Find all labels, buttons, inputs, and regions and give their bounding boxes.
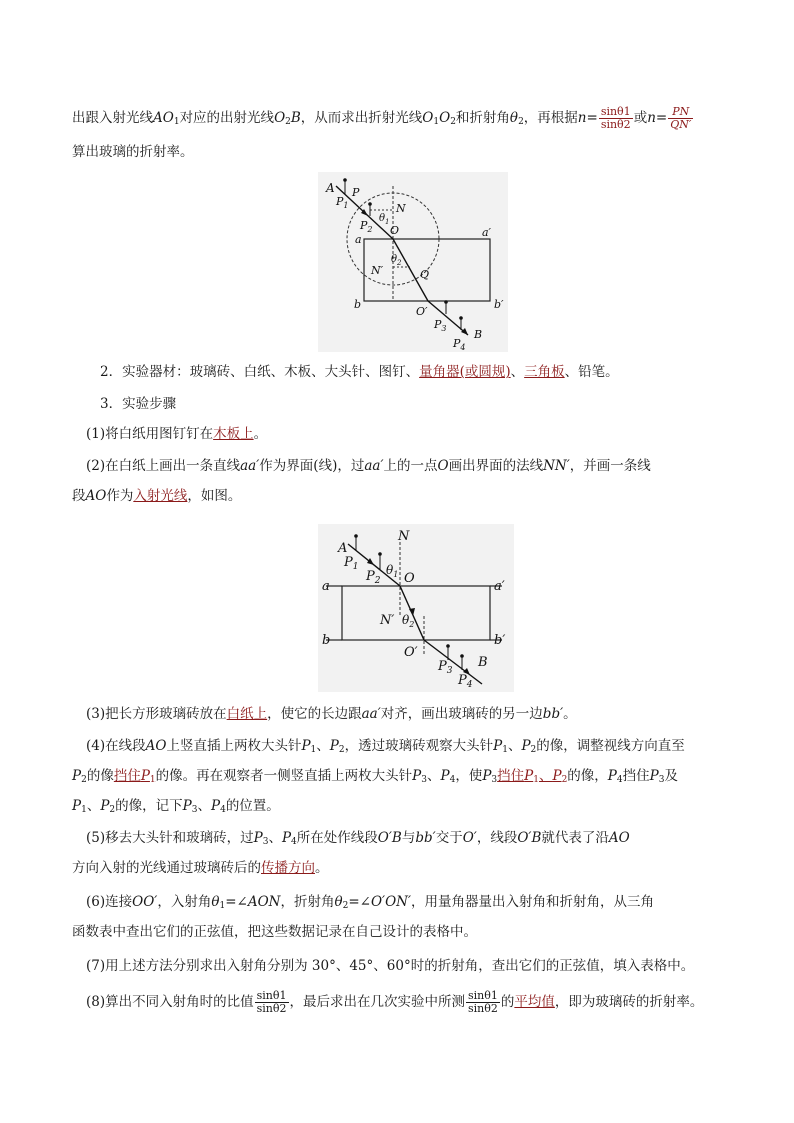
t: (6)连接 bbox=[86, 894, 133, 910]
sec3-title: 3．实验步骤 bbox=[100, 396, 177, 412]
fill-board: 木板上 bbox=[213, 426, 254, 442]
t: ，用量角器量出入射角和折射角，从三角 bbox=[411, 894, 655, 910]
sym: P bbox=[253, 830, 263, 846]
t: 、 bbox=[197, 798, 211, 814]
sub: 2 bbox=[530, 745, 537, 755]
t: 的像， bbox=[567, 768, 608, 784]
sec2-suffix: 、铅笔。 bbox=[564, 364, 619, 380]
intro-line-1 bbox=[72, 106, 694, 132]
t: (8)算出不同入射角时的比值 bbox=[86, 994, 254, 1010]
figure-refraction-setup bbox=[318, 524, 514, 692]
sub: 1 bbox=[533, 775, 539, 785]
sym: P bbox=[493, 738, 503, 754]
label-o: O bbox=[404, 571, 415, 586]
sub: 2 bbox=[342, 901, 349, 911]
frac-num: sinθ1 bbox=[468, 989, 498, 1002]
t: 段 bbox=[72, 488, 86, 504]
t: 的像 bbox=[86, 768, 114, 784]
sym: P bbox=[281, 830, 292, 846]
t: 、 bbox=[507, 738, 522, 754]
formula-sin-ratio bbox=[466, 990, 500, 1015]
sub: 1 bbox=[81, 805, 87, 815]
sym: P bbox=[210, 798, 221, 814]
sub: 2 bbox=[338, 745, 345, 755]
sub: 1 bbox=[502, 745, 508, 755]
label-b-prime: b′ bbox=[494, 298, 504, 311]
t: 交于 bbox=[435, 830, 463, 846]
t: 、 bbox=[316, 738, 330, 754]
sep: 、 bbox=[510, 364, 525, 380]
sym: P bbox=[72, 768, 82, 784]
frac-num: PN bbox=[668, 106, 693, 119]
t: (2)在白纸上画出一条直线 bbox=[86, 458, 241, 474]
t: 画出界面的法线 bbox=[448, 458, 544, 474]
intro-line-2: 算出玻璃的折射率。 bbox=[72, 144, 194, 160]
t: ，入射角 bbox=[157, 894, 212, 910]
sym-b: B bbox=[290, 110, 301, 126]
t: ，如图。 bbox=[187, 488, 242, 504]
sub: 3 bbox=[191, 805, 198, 815]
sym: bb′ bbox=[415, 830, 436, 846]
t: =∠ bbox=[225, 894, 248, 910]
sym-n: n bbox=[647, 110, 656, 126]
sym-o: O bbox=[439, 110, 451, 126]
label-n: N bbox=[396, 202, 406, 215]
label-b-prime: b′ bbox=[494, 633, 506, 648]
sym: P bbox=[552, 768, 562, 784]
label-o: O bbox=[390, 224, 400, 237]
sym: AO bbox=[608, 830, 630, 846]
step1-end: 。 bbox=[253, 426, 268, 442]
label-o-prime: O′ bbox=[404, 645, 418, 660]
intro-text: ，再根据 bbox=[523, 110, 578, 126]
step5-line1 bbox=[86, 828, 630, 852]
sym: aa′ bbox=[364, 458, 384, 474]
step7: (7)用上述方法分别求出入射角分别为 30°、45°、60°时的折射角，查出它们的正弦值，填入表格中。 bbox=[86, 958, 695, 974]
step2-line2 bbox=[72, 486, 241, 506]
label-b-lower: b bbox=[322, 633, 331, 648]
frac-den: sinθ2 bbox=[468, 1002, 498, 1015]
t: ，并画一条线 bbox=[569, 458, 651, 474]
sub: 4 bbox=[291, 837, 297, 847]
sub: 2 bbox=[109, 805, 116, 815]
step1-text: (1)将白纸用图钉钉在 bbox=[86, 426, 214, 442]
sub: 3 bbox=[658, 775, 665, 785]
t: (3)把长方形玻璃砖放在 bbox=[86, 706, 227, 722]
step3 bbox=[86, 704, 577, 724]
label-a-lower: a bbox=[355, 233, 362, 246]
t: ，折射角 bbox=[280, 894, 335, 910]
fill-block-p1 bbox=[114, 768, 156, 784]
sym: θ bbox=[211, 894, 220, 910]
sub: 3 bbox=[491, 775, 498, 785]
label-b: B bbox=[478, 655, 488, 670]
sub: 2 bbox=[81, 775, 87, 785]
sym: AO bbox=[85, 488, 107, 504]
sym-n: n bbox=[577, 110, 587, 126]
sym: P bbox=[440, 768, 450, 784]
t: ，使它的长边跟 bbox=[267, 706, 362, 722]
fill-direction: 传播方向 bbox=[261, 860, 315, 876]
sym: P bbox=[182, 798, 192, 814]
sym: P bbox=[482, 768, 492, 784]
sym: AO bbox=[145, 738, 167, 754]
sym: P bbox=[301, 738, 311, 754]
sym: O′B bbox=[517, 830, 542, 846]
t: 。 bbox=[315, 860, 329, 876]
sym: NN′ bbox=[543, 458, 570, 474]
sym: aa′ bbox=[240, 458, 260, 474]
label-p3: $P_3$ bbox=[438, 659, 453, 676]
sym-o: O bbox=[422, 110, 434, 126]
intro-text: ，从而求出折射光线 bbox=[300, 110, 423, 126]
fill-protractor: 量角器(或圆规) bbox=[419, 364, 511, 380]
frac-den: QN′ bbox=[670, 118, 692, 131]
sym: P bbox=[524, 768, 534, 784]
step6-line1 bbox=[86, 892, 654, 916]
sub: 1 bbox=[433, 117, 440, 127]
sub: 3 bbox=[262, 837, 269, 847]
sym-theta: θ bbox=[509, 110, 519, 126]
sub: 2 bbox=[518, 117, 524, 127]
sym: P bbox=[329, 738, 339, 754]
t: 、 bbox=[86, 798, 101, 814]
sub: 1 bbox=[310, 745, 317, 755]
t: 所在处作线段 bbox=[296, 830, 378, 846]
u: 挡住 bbox=[113, 768, 141, 784]
t: 与 bbox=[401, 830, 416, 846]
t: ，即为玻璃砖的折射率。 bbox=[554, 994, 704, 1010]
label-o-prime: O′ bbox=[416, 305, 428, 318]
t: 对齐，画出玻璃砖的另一边 bbox=[380, 706, 543, 722]
t: 、 bbox=[268, 830, 282, 846]
label-p2: $P_2$ bbox=[366, 569, 381, 586]
label-theta2: $\theta_2$ bbox=[391, 254, 402, 267]
eq: = bbox=[586, 110, 598, 126]
t: 上竖直插上两枚大头针 bbox=[166, 738, 302, 754]
formula-sin-ratio bbox=[255, 990, 289, 1015]
label-p3: $P_3$ bbox=[434, 318, 447, 333]
step5-line2 bbox=[72, 858, 329, 878]
sym-ao: AO bbox=[153, 110, 174, 126]
sym: AON bbox=[247, 894, 281, 910]
t: 。 bbox=[563, 706, 577, 722]
label-p4: $P_4$ bbox=[453, 337, 466, 352]
t: 的像。再在观察者一侧竖直插上两枚大头针 bbox=[155, 768, 413, 784]
sym: bb′ bbox=[542, 706, 564, 722]
label-a-lower: a bbox=[322, 579, 330, 594]
sub: 3 bbox=[421, 775, 427, 785]
step8 bbox=[86, 990, 703, 1015]
sym: O′ bbox=[462, 830, 477, 846]
or-text: 或 bbox=[633, 110, 648, 126]
sym: P bbox=[649, 768, 659, 784]
t: ，线段 bbox=[476, 830, 518, 846]
label-q: Q bbox=[420, 268, 430, 281]
step2-line1 bbox=[86, 456, 651, 476]
sub: 4 bbox=[616, 775, 623, 785]
label-theta1: $\theta_1$ bbox=[386, 563, 399, 579]
label-n-prime: N′ bbox=[371, 264, 384, 277]
t: ，使 bbox=[455, 768, 483, 784]
sym: P bbox=[607, 768, 617, 784]
t: 的位置。 bbox=[225, 798, 280, 814]
figure-refraction-circle bbox=[318, 172, 508, 352]
fill-paper: 白纸上 bbox=[226, 706, 268, 722]
sym: P bbox=[140, 768, 150, 784]
label-p2: $P_2$ bbox=[360, 219, 373, 234]
sym: P bbox=[100, 798, 110, 814]
frac-num: sinθ1 bbox=[600, 105, 631, 118]
label-b: B bbox=[474, 328, 483, 341]
t: (4)在线段 bbox=[86, 738, 146, 754]
sub: 2 bbox=[285, 117, 291, 127]
sym: P bbox=[521, 738, 531, 754]
sub: 2 bbox=[450, 117, 456, 127]
label-theta2: $\theta_2$ bbox=[402, 613, 415, 629]
sec2-line bbox=[100, 362, 619, 382]
t: 的像，记下 bbox=[115, 798, 183, 814]
t: 、 bbox=[426, 768, 441, 784]
t: 的 bbox=[500, 994, 515, 1010]
t: ，最后求出在几次实验中所测 bbox=[289, 994, 465, 1010]
label-p1: $P_1$ bbox=[344, 555, 359, 572]
step6-line2: 函数表中查出它们的正弦值，把这些数据记录在自己设计的表格中。 bbox=[72, 924, 477, 940]
sub: 1 bbox=[219, 901, 226, 911]
sym: P bbox=[412, 768, 422, 784]
u: 挡住 bbox=[497, 768, 525, 784]
sec2-prefix: 2．实验器材：玻璃砖、白纸、木板、大头针、图钉、 bbox=[100, 364, 420, 380]
label-p: P bbox=[352, 186, 360, 199]
sub: 1 bbox=[173, 117, 180, 127]
t: 就代表了沿 bbox=[541, 830, 609, 846]
frac-den: sinθ2 bbox=[256, 1002, 287, 1015]
t: 及 bbox=[664, 768, 678, 784]
label-n: N bbox=[398, 529, 410, 544]
t: 上的一点 bbox=[383, 458, 438, 474]
eq: = bbox=[655, 110, 668, 126]
sym: O′ON′ bbox=[370, 894, 412, 910]
sym: θ bbox=[334, 894, 343, 910]
sym: OO′ bbox=[132, 894, 158, 910]
label-a: A bbox=[338, 541, 348, 556]
sub: 4 bbox=[449, 775, 456, 785]
t: 挡住 bbox=[622, 768, 650, 784]
sym: O′B bbox=[377, 830, 402, 846]
intro-text: 出跟入射光线 bbox=[72, 110, 153, 126]
label-p4: $P_4$ bbox=[458, 673, 473, 690]
intro-text: 和折射角 bbox=[455, 110, 510, 126]
t: 方向入射的光线通过玻璃砖后的 bbox=[72, 860, 261, 876]
label-p1: $P_1$ bbox=[336, 195, 349, 210]
sub: 4 bbox=[220, 805, 226, 815]
formula-length-ratio bbox=[668, 106, 693, 131]
step4-line3 bbox=[72, 796, 280, 820]
sub: 1 bbox=[149, 775, 156, 785]
step4-line1 bbox=[86, 736, 685, 760]
t: ，透过玻璃砖观察大头针 bbox=[344, 738, 494, 754]
u: 、 bbox=[538, 768, 553, 784]
label-theta1: $\theta_1$ bbox=[379, 213, 390, 226]
t: 的像，调整视线方向直至 bbox=[536, 738, 685, 754]
label-a: A bbox=[326, 181, 335, 195]
label-b-lower: b bbox=[354, 298, 362, 311]
sub: 2 bbox=[561, 775, 568, 785]
step4-line2 bbox=[72, 766, 678, 790]
sym: O bbox=[437, 458, 449, 474]
label-a-prime: a′ bbox=[482, 226, 492, 239]
t: (5)移去大头针和玻璃砖，过 bbox=[86, 830, 254, 846]
t: 作为界面(线)，过 bbox=[259, 458, 365, 474]
sym: P bbox=[72, 798, 82, 814]
fill-block-p1-p2 bbox=[497, 768, 567, 784]
sym: aa′ bbox=[361, 706, 381, 722]
step1 bbox=[86, 424, 267, 444]
intro-text: 对应的出射光线 bbox=[179, 110, 275, 126]
fill-triangle: 三角板 bbox=[524, 364, 565, 380]
label-n-prime: N′ bbox=[380, 613, 395, 628]
label-a-prime: a′ bbox=[494, 579, 505, 594]
formula-sin-ratio bbox=[599, 106, 633, 131]
t: =∠ bbox=[348, 894, 371, 910]
frac-num: sinθ1 bbox=[256, 989, 287, 1002]
frac-den: sinθ2 bbox=[600, 118, 631, 131]
sym-o: O bbox=[274, 110, 286, 126]
t: 作为 bbox=[106, 488, 134, 504]
fill-average: 平均值 bbox=[514, 994, 555, 1010]
fill-incident-ray: 入射光线 bbox=[133, 488, 188, 504]
